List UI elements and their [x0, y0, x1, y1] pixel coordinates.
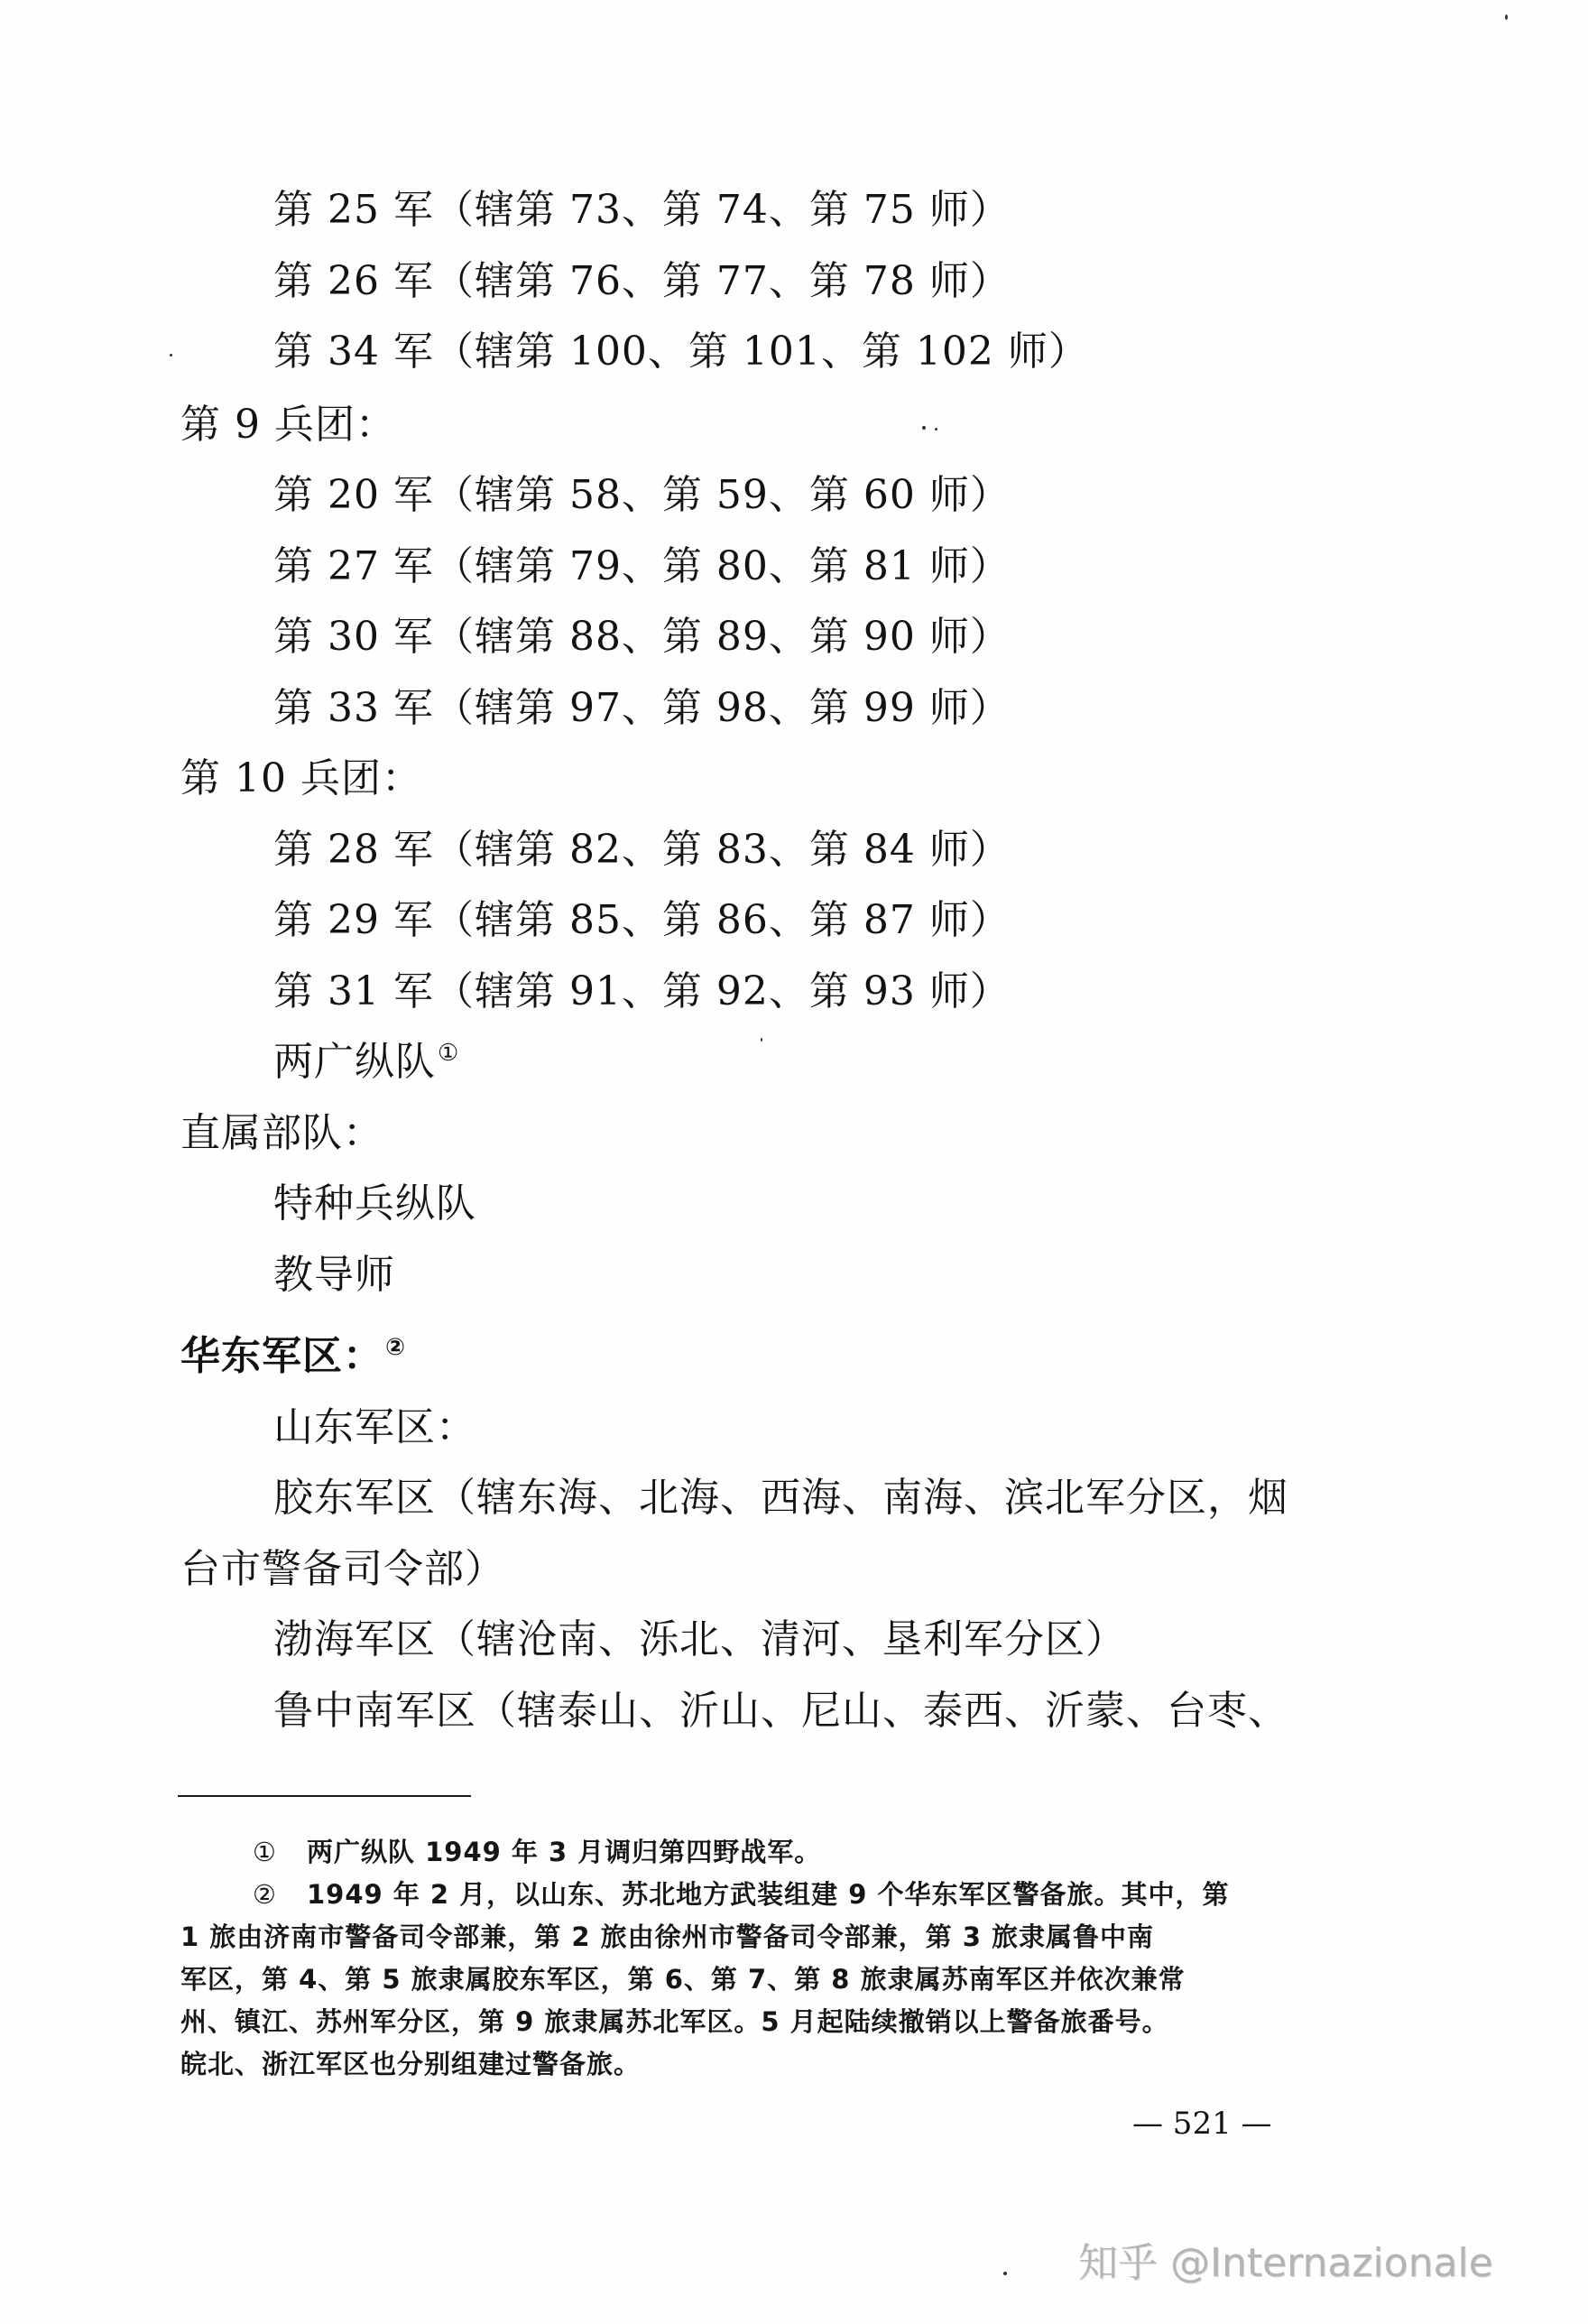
- body-line-army-34: 第 34 军（辖第 100、第 101、第 102 师）: [273, 329, 1089, 375]
- body-line-special-arms: 特种兵纵队: [273, 1181, 476, 1227]
- page-number: — 521 —: [1132, 2106, 1272, 2142]
- scan-speck: [1003, 2272, 1007, 2275]
- scan-speck: [170, 354, 172, 356]
- body-line-army-31: 第 31 军（辖第 91、第 92、第 93 师）: [273, 968, 1011, 1014]
- body-line-army-30: 第 30 军（辖第 88、第 89、第 90 师）: [273, 614, 1011, 660]
- footnote-2-first-line: [253, 1878, 1230, 1911]
- section-heading-text: 华东军区：: [180, 1333, 383, 1379]
- footnote-separator: [178, 1795, 471, 1797]
- body-line-jiaodong: 胶东军区（辖东海、北海、西海、南海、滨北军分区，烟: [273, 1475, 1288, 1521]
- heading-9th-corps: 第 9 兵团：: [180, 402, 396, 448]
- section-heading-east-china: [180, 1334, 406, 1379]
- body-line-luzhongnan: 鲁中南军区（辖泰山、沂山、尼山、泰西、沂蒙、台枣、: [273, 1688, 1288, 1734]
- scan-speck: [761, 1038, 762, 1042]
- footnote-2-line-4: 州、镇江、苏州军分区，第 9 旅隶属苏北军区。5 月起陆续撤销以上警备旅番号。: [180, 2006, 1169, 2037]
- body-line-jiaodong-cont: 台市警备司令部）: [180, 1546, 505, 1592]
- body-line-bohai: 渤海军区（辖沧南、泺北、清河、垦利军分区）: [273, 1616, 1126, 1662]
- footnote-ref-1[interactable]: ①: [438, 1040, 460, 1068]
- scan-speck: [1505, 14, 1508, 20]
- footnote-1: [253, 1836, 821, 1868]
- body-line-shandong: 山东军区：: [273, 1404, 476, 1450]
- scan-speck: [922, 426, 926, 430]
- body-line-army-33: 第 33 军（辖第 97、第 98、第 99 师）: [273, 685, 1011, 731]
- footnote-marker-2: ②: [253, 1879, 277, 1910]
- footnote-2-line-3: 军区，第 4、第 5 旅隶属胶东军区，第 6、第 7、第 8 旅隶属苏南军区并依次兼常: [180, 1964, 1186, 1995]
- body-line-army-25: 第 25 军（辖第 73、第 74、第 75 师）: [273, 187, 1011, 233]
- body-line-army-26: 第 26 军（辖第 76、第 77、第 78 师）: [273, 258, 1011, 304]
- footnote-marker-1: ①: [253, 1837, 277, 1867]
- body-line-army-27: 第 27 军（辖第 79、第 80、第 81 师）: [273, 543, 1011, 589]
- zhihu-watermark: 知乎 @Internazionale: [1078, 2240, 1493, 2286]
- heading-10th-corps: 第 10 兵团：: [180, 755, 422, 801]
- body-line-liangguang-column: [273, 1040, 459, 1085]
- body-line-army-28: 第 28 军（辖第 82、第 83、第 84 师）: [273, 827, 1011, 873]
- footnote-2-line-5: 皖北、浙江军区也分别组建过警备旅。: [180, 2049, 642, 2079]
- footnote-ref-2[interactable]: ②: [385, 1334, 407, 1362]
- body-line-army-29: 第 29 军（辖第 85、第 86、第 87 师）: [273, 897, 1011, 943]
- body-line-training-division: 教导师: [273, 1252, 395, 1298]
- footnote-2-line-1: 1949 年 2 月，以山东、苏北地方武装组建 9 个华东军区警备旅。其中，第: [307, 1879, 1230, 1910]
- body-line-army-20: 第 20 军（辖第 58、第 59、第 60 师）: [273, 472, 1011, 518]
- footnote-2-line-2: 1 旅由济南市警备司令部兼，第 2 旅由徐州市警备司令部兼，第 3 旅隶属鲁中南: [180, 1921, 1155, 1952]
- heading-direct-units: 直属部队：: [180, 1110, 383, 1156]
- footnote-1-line-1: 两广纵队 1949 年 3 月调归第四野战军。: [307, 1837, 822, 1867]
- body-line-text: 两广纵队: [273, 1039, 436, 1085]
- scan-speck: [935, 428, 937, 431]
